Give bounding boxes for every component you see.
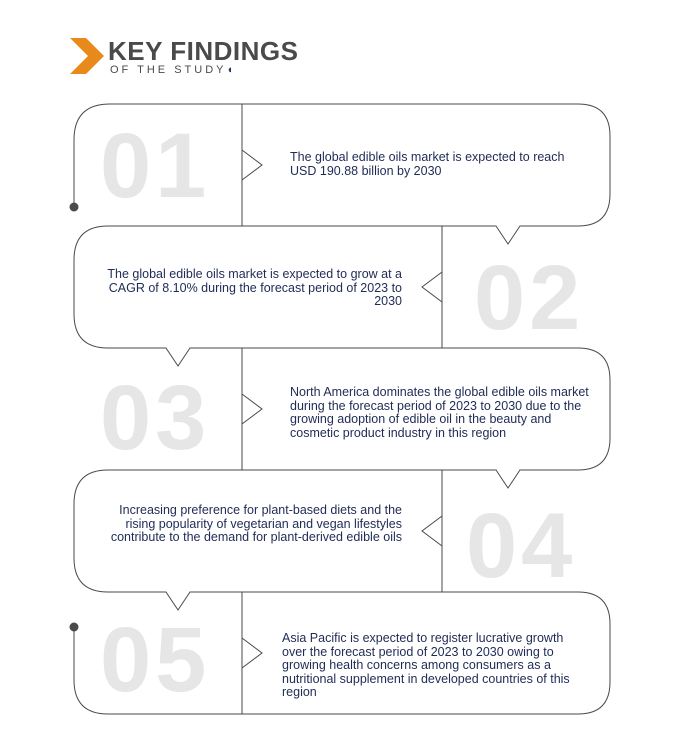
finding-text-04: Increasing preference for plant-based diets and the rising popularity of vegetarian and vegan lifestyles contribute to the demand for plant-derived edible oils [110, 503, 402, 544]
finding-text-03: North America dominates the global edible oils market during the forecast period of 2023 to 2030 due to the growing adoption of edible oil in the beauty and cosmetic product industry in this region [290, 385, 589, 440]
finding-text-01: The global edible oils market is expected to reach USD 190.88 billion by 2030 [290, 150, 565, 178]
finding-text-02: The global edible oils market is expected to grow at a CAGR of 8.10% during the forecast period of 2023 to 2030 [107, 267, 402, 308]
logo-dot-icon: ◖ [226, 64, 237, 76]
logo-subtitle: OF THE STUDY [110, 64, 227, 76]
flow-end-dot [70, 623, 79, 632]
finding-number-04: 04 [466, 495, 577, 597]
finding-text-05: Asia Pacific is expected to register lucrative growth over the forecast period of 2023 to 2030 owing to growing health concerns among consumers as a nutritional supplement in developed countries of this region [282, 631, 570, 699]
finding-number-01: 01 [100, 115, 211, 217]
logo-title: KEY FINDINGS [108, 36, 299, 66]
finding-number-03: 03 [100, 367, 211, 469]
finding-number-05: 05 [100, 609, 211, 711]
finding-number-02: 02 [474, 247, 585, 349]
flow-start-dot [70, 203, 79, 212]
